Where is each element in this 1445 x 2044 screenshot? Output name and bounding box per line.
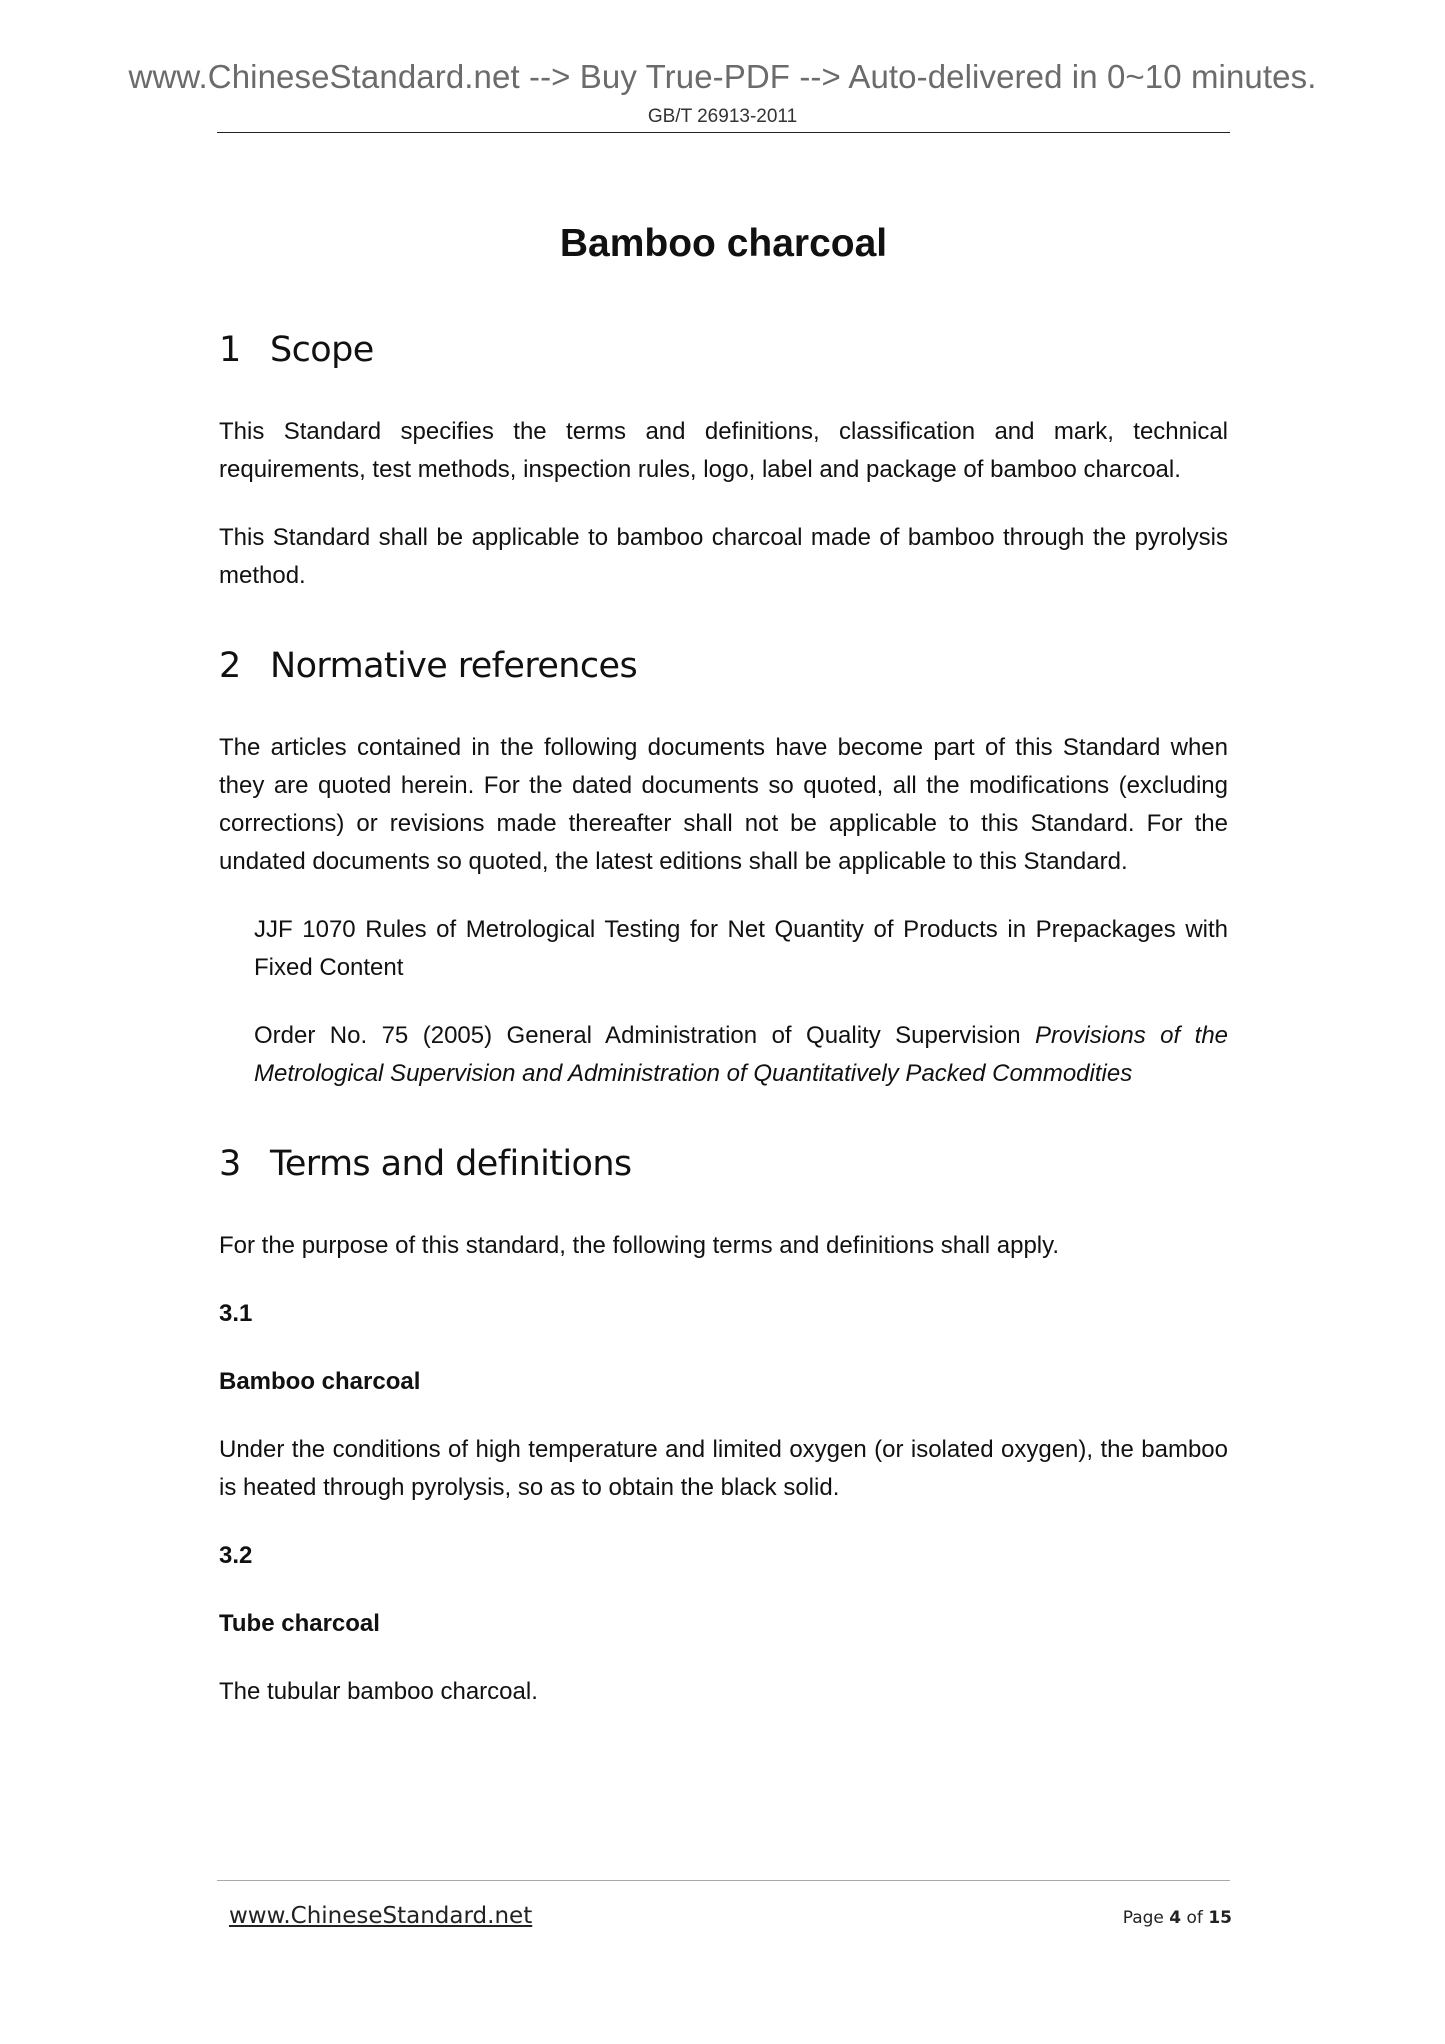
normative-paragraph: The articles contained in the following documents have become part of this Standard when they are quoted herein. For the dated documents so quoted, all the modifications (excluding corrections) or revisions made thereafter shall not be applicable to this Standard. For the undated documents so quoted, the latest editions shall be applicable to this Standard.	[219, 734, 1228, 875]
promo-banner: www.ChineseStandard.net --> Buy True-PDF --> Auto-delivered in 0~10 minutes.	[128, 58, 1317, 95]
scope-paragraph-1: This Standard specifies the terms and definitions, classification and mark, technical requirements, test methods, inspection rules, logo, label and package of bamboo charcoal.	[219, 418, 1228, 483]
page-prefix: Page	[1122, 1908, 1170, 1928]
term-name: Tube charcoal	[219, 1610, 380, 1637]
header-divider	[217, 132, 1230, 133]
page-total: 15	[1208, 1908, 1232, 1928]
section-title: Terms and definitions	[270, 1144, 632, 1184]
term-name: Bamboo charcoal	[219, 1368, 421, 1395]
term-definition: Under the conditions of high temperature and limited oxygen (or isolated oxygen), the bamboo is heated through pyrolysis, so as to obtain the black solid.	[219, 1436, 1228, 1501]
section-heading-scope	[219, 327, 1228, 373]
section-number: 2	[219, 646, 241, 686]
document-title: Bamboo charcoal	[559, 222, 888, 265]
terms-intro: For the purpose of this standard, the following terms and definitions shall apply.	[219, 1232, 1060, 1259]
term-number: 3.1	[219, 1300, 253, 1327]
reference-title: Provisions of the Metrological Supervision and Administration of Quantitatively Packed Commodities	[254, 1022, 1229, 1087]
term-definition: The tubular bamboo charcoal.	[219, 1678, 538, 1705]
page-indicator	[1123, 1908, 1232, 1928]
page-current: 4	[1169, 1908, 1182, 1928]
reference-item-jjf-1070: JJF 1070 Rules of Metrological Testing for Net Quantity of Products in Prepackages with Fixed Content	[254, 916, 1228, 981]
section-title: Scope	[270, 330, 374, 370]
reference-text: Order No. 75 (2005) General Administration of Quality Supervision	[254, 1022, 1036, 1049]
page-separator: of	[1181, 1908, 1209, 1928]
page-content	[219, 216, 1228, 1741]
section-number: 1	[219, 330, 241, 370]
scope-paragraph-2: This Standard shall be applicable to bamboo charcoal made of bamboo through the pyrolysis method.	[219, 524, 1228, 589]
document-code: GB/T 26913-2011	[647, 106, 798, 127]
reference-item-order-75	[254, 1017, 1228, 1093]
footer-website-link[interactable]: www.ChineseStandard.net	[229, 1903, 533, 1929]
section-title: Normative references	[270, 646, 638, 686]
section-heading-terms-definitions	[219, 1141, 1228, 1187]
footer-divider	[217, 1880, 1230, 1881]
section-heading-normative-references	[219, 643, 1228, 689]
section-number: 3	[219, 1144, 241, 1184]
term-number: 3.2	[219, 1542, 253, 1569]
